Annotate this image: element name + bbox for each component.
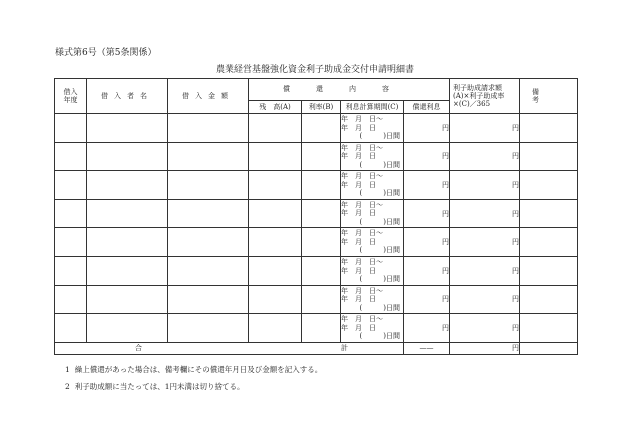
table-row	[55, 285, 578, 314]
header-balance: 残 高(A)	[249, 101, 302, 114]
table-row	[55, 114, 578, 143]
cell-borrower	[87, 114, 168, 143]
cell-balance	[249, 142, 302, 171]
header-subsidy: 利子助成請求額 (A)×利子助成率 ×(C)／365	[450, 79, 520, 114]
note-item: 1 繰上償還があった場合は、備考欄にその償還年月日及び金額を記入する。	[65, 365, 323, 374]
cell-period	[341, 114, 404, 143]
total-label-left: 合	[135, 344, 142, 353]
cell-rate	[302, 114, 341, 143]
cell-repay-interest: 円	[404, 114, 450, 143]
cell-remarks	[520, 114, 578, 143]
header-remarks: 備考	[520, 79, 578, 114]
cell-borrow-year	[55, 285, 87, 314]
period-line: 年 月 日～	[341, 286, 383, 295]
cell-borrower	[87, 199, 168, 228]
cell-borrow-year	[55, 199, 87, 228]
period-line: ( )日間	[359, 132, 400, 141]
cell-rate	[302, 256, 341, 285]
cell-subsidy: 円	[450, 256, 520, 285]
cell-repay-interest: 円	[404, 285, 450, 314]
period-line: 年 月 日	[341, 152, 376, 161]
cell-borrow-amount	[168, 171, 249, 200]
header-repayment-group: 償還内容	[249, 79, 450, 101]
cell-borrow-amount	[168, 114, 249, 143]
header-repay-interest: 償還利息	[404, 101, 450, 114]
cell-repay-interest: 円	[404, 142, 450, 171]
cell-remarks	[520, 142, 578, 171]
cell-remarks	[520, 285, 578, 314]
cell-borrow-year	[55, 142, 87, 171]
table-row	[55, 256, 578, 285]
cell-balance	[249, 114, 302, 143]
cell-rate	[302, 314, 341, 343]
table-row	[55, 314, 578, 343]
cell-rate	[302, 171, 341, 200]
detail-table	[54, 78, 578, 355]
period-line: 年 月 日～	[341, 315, 383, 324]
cell-borrower	[87, 171, 168, 200]
cell-remarks	[520, 256, 578, 285]
cell-rate	[302, 142, 341, 171]
table-row	[55, 171, 578, 200]
period-line: 年 月 日～	[341, 258, 383, 267]
cell-borrow-amount	[168, 256, 249, 285]
cell-balance	[249, 256, 302, 285]
cell-borrow-amount	[168, 142, 249, 171]
cell-remarks	[520, 171, 578, 200]
cell-subsidy: 円	[450, 228, 520, 257]
total-remarks	[520, 342, 578, 354]
header-borrow-year: 借入 年度	[55, 79, 87, 114]
cell-repay-interest: 円	[404, 228, 450, 257]
cell-period	[341, 199, 404, 228]
cell-rate	[302, 199, 341, 228]
period-line: ( )日間	[359, 332, 400, 341]
cell-repay-interest: 円	[404, 199, 450, 228]
period-line: 年 月 日	[341, 266, 376, 275]
cell-period	[341, 314, 404, 343]
cell-borrow-amount	[168, 285, 249, 314]
cell-period	[341, 256, 404, 285]
cell-balance	[249, 228, 302, 257]
cell-subsidy: 円	[450, 142, 520, 171]
table-row	[55, 199, 578, 228]
period-line: ( )日間	[359, 246, 400, 255]
period-line: ( )日間	[359, 275, 400, 284]
cell-subsidy: 円	[450, 285, 520, 314]
header-borrower: 借入者名	[87, 79, 168, 114]
period-line: 年 月 日	[341, 237, 376, 246]
cell-borrow-year	[55, 114, 87, 143]
total-repay-interest: ——	[404, 342, 450, 354]
cell-borrow-year	[55, 228, 87, 257]
cell-subsidy: 円	[450, 114, 520, 143]
cell-balance	[249, 285, 302, 314]
form-number: 様式第6号（第5条関係）	[55, 48, 157, 58]
cell-rate	[302, 228, 341, 257]
total-row	[55, 342, 578, 354]
total-label-right: 計	[341, 344, 348, 353]
cell-remarks	[520, 228, 578, 257]
period-line: 年 月 日～	[341, 172, 383, 181]
period-line: 年 月 日	[341, 180, 376, 189]
cell-period	[341, 171, 404, 200]
cell-subsidy: 円	[450, 199, 520, 228]
cell-balance	[249, 314, 302, 343]
total-subsidy: 円	[450, 342, 520, 354]
cell-repay-interest: 円	[404, 256, 450, 285]
cell-borrow-amount	[168, 228, 249, 257]
cell-borrow-year	[55, 256, 87, 285]
form-title: 農業経営基盤強化資金利子助成金交付申請明細書	[215, 65, 414, 75]
cell-rate	[302, 285, 341, 314]
cell-subsidy: 円	[450, 171, 520, 200]
cell-borrow-year	[55, 314, 87, 343]
cell-borrower	[87, 285, 168, 314]
cell-repay-interest: 円	[404, 314, 450, 343]
cell-borrow-amount	[168, 199, 249, 228]
cell-repay-interest: 円	[404, 171, 450, 200]
period-line: ( )日間	[359, 217, 400, 226]
table-row	[55, 142, 578, 171]
cell-borrower	[87, 314, 168, 343]
period-line: 年 月 日～	[341, 200, 383, 209]
period-line: 年 月 日	[341, 209, 376, 218]
cell-balance	[249, 171, 302, 200]
period-line: 年 月 日～	[341, 143, 383, 152]
cell-subsidy: 円	[450, 314, 520, 343]
notes	[65, 361, 327, 395]
cell-borrow-amount	[168, 314, 249, 343]
period-line: 年 月 日	[341, 323, 376, 332]
cell-borrow-year	[55, 171, 87, 200]
total-label	[55, 342, 404, 354]
period-line: ( )日間	[359, 160, 400, 169]
period-line: 年 月 日	[341, 295, 376, 304]
cell-remarks	[520, 199, 578, 228]
cell-period	[341, 228, 404, 257]
period-line: ( )日間	[359, 189, 400, 198]
cell-period	[341, 142, 404, 171]
period-line: 年 月 日	[341, 123, 376, 132]
header-period: 利息計算期間(C)	[341, 101, 404, 114]
note-item: 2 利子助成額に当たっては、1円未満は切り捨てる。	[65, 382, 245, 391]
table-row	[55, 228, 578, 257]
cell-borrower	[87, 256, 168, 285]
cell-period	[341, 285, 404, 314]
period-line: 年 月 日～	[341, 229, 383, 238]
cell-borrower	[87, 228, 168, 257]
cell-remarks	[520, 314, 578, 343]
header-rate: 利率(B)	[302, 101, 341, 114]
cell-balance	[249, 199, 302, 228]
cell-borrower	[87, 142, 168, 171]
period-line: ( )日間	[359, 303, 400, 312]
header-borrow-amount: 借入金額	[168, 79, 249, 114]
period-line: 年 月 日～	[341, 115, 383, 124]
